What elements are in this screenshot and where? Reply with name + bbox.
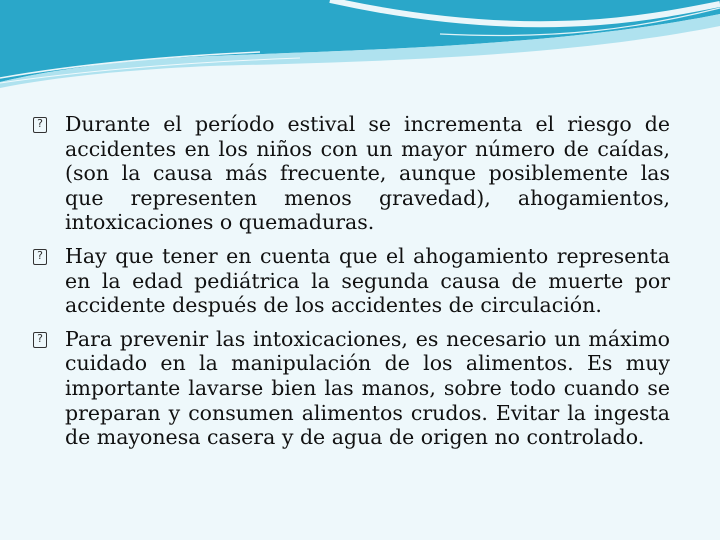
bullet-icon: ? [33,117,47,133]
paragraph-text: Hay que tener en cuenta que el ahogamiento representa en la edad pediátrica la segunda causa de muerte por accidente después de los accidentes de circulación. [65,243,670,318]
bullet-icon: ? [33,332,47,348]
paragraph-text: Durante el período estival se incrementa el riesgo de accidentes en los niños con un mayor número de caídas, (son la causa más frecuente, aunque posiblemente las que representen menos gravedad), ahogamientos, intoxicaciones o quemaduras. [65,112,670,235]
bullet-icon: ? [33,249,47,265]
paragraph-text: Para prevenir las intoxicaciones, es necesario un máximo cuidado en la manipulación de los alimentos. Es muy importante lavarse bien las manos, sobre todo cuando se preparan y consumen alimentos crudos. Evitar la ingesta de mayonesa casera y de agua de origen no controlado. [65,326,670,450]
paragraph-3 [33,327,670,450]
paragraph-1 [33,112,670,235]
paragraph-2 [33,244,670,318]
header-wave-decoration [0,0,720,90]
slide-body [33,112,670,459]
